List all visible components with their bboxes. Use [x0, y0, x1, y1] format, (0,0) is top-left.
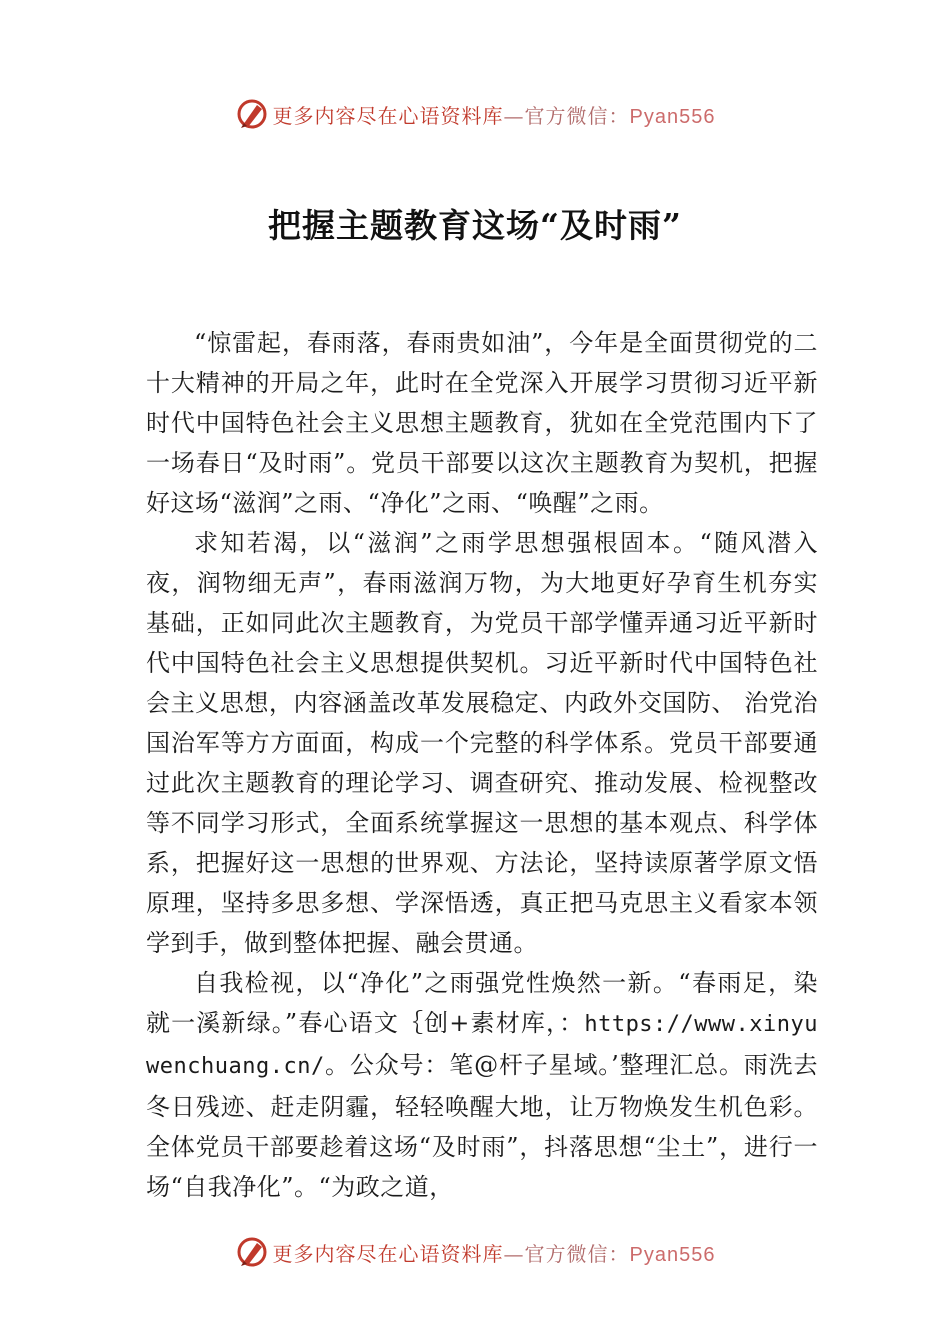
banner-separator: — [503, 103, 525, 128]
paragraph-3-part1: 自我检视，以“净化”之雨强党性焕然一新。“春雨足，染就一溪新绿。”春心语文｛创+素材库，： [146, 969, 818, 1037]
website-url: https://www.xinyuwenchuang.cn/ [146, 1012, 818, 1079]
paragraph-3 [146, 963, 818, 1207]
banner-contact-id: Pyan556 [629, 105, 716, 128]
footer-separator: — [503, 1241, 525, 1266]
document-title: 把握主题教育这场“及时雨” [268, 206, 682, 245]
paragraph-3-part2: 。公众号：笔@杆子星域。’整理汇总。雨洗去冬日残迹、赶走阴霾，轻轻唤醒大地，让万物焕发生机色彩。全体党员干部要趁着这场“及时雨”，抖落思想“尘土”，进行一场“自我净化”。“为政之道， [146, 1051, 818, 1201]
banner-library-text: 更多内容尽在心语资料库 [272, 103, 504, 128]
pen-logo-icon [235, 97, 269, 131]
footer-banner [0, 1232, 950, 1272]
document-body [146, 323, 818, 1207]
footer-contact-label: 官方微信： [524, 1241, 630, 1266]
footer-contact-id: Pyan556 [629, 1243, 716, 1266]
header-banner [0, 94, 950, 134]
pen-logo-icon [235, 1235, 269, 1269]
footer-library-text: 更多内容尽在心语资料库 [272, 1241, 504, 1266]
paragraph-2: 求知若渴，以“滋润”之雨学思想强根固本。“随风潜入夜，润物细无声”，春雨滋润万物，为大地更好孕育生机夯实基础，正如同此次主题教育，为党员干部学懂弄通习近平新时代中国特色社会主义思想提供契机。习近平新时代中国特色社会主义思想，内容涵盖改革发展稳定、内政外交国防、 治党治国治军等方方面面，构成一个完整的科学体系。党员干部要通过此次主题教育的理论学习、调查研究、推动发展、检视整改等不同学习形式，全面系统掌握这一思想的基本观点、科学体系，把握好这一思想的世界观、方法论，坚持读原著学原文悟原理，坚持多思多想、学深悟透，真正把马克思主义看家本领学到手，做到整体把握、融会贯通。 [146, 529, 818, 957]
paragraph-1: “惊雷起，春雨落，春雨贵如油”，今年是全面贯彻党的二十大精神的开局之年，此时在全党深入开展学习贯彻习近平新时代中国特色社会主义思想主题教育，犹如在全党范围内下了一场春日“及时雨”。党员干部要以这次主题教育为契机，把握好这场“滋润”之雨、“净化”之雨、“唤醒”之雨。 [146, 329, 818, 517]
banner-contact-label: 官方微信： [524, 103, 630, 128]
